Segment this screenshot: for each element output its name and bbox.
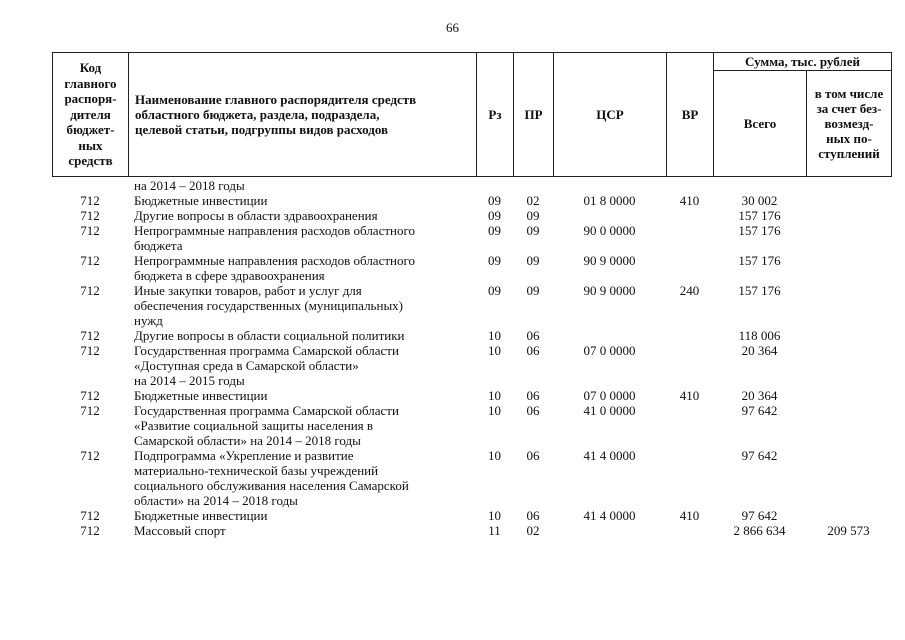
page-number: 66 xyxy=(446,20,459,35)
header-total: Всего xyxy=(714,71,807,177)
row-total: 118 006 xyxy=(738,328,781,343)
row-rz: 09 xyxy=(488,283,501,298)
header-code-line: Код xyxy=(79,59,102,75)
row-total: 2 866 634 xyxy=(733,523,786,538)
row-name xyxy=(128,328,476,343)
row-pr: 06 xyxy=(526,343,540,358)
row-name xyxy=(128,283,476,328)
row-rz: 09 xyxy=(488,193,501,208)
header-vr: ВР xyxy=(667,53,714,177)
row-free: 209 573 xyxy=(827,523,870,538)
row-total: 20 364 xyxy=(741,388,778,403)
row-code: 712 xyxy=(80,328,100,343)
row-name xyxy=(128,208,476,223)
row-name-line: Бюджетные инвестиции xyxy=(134,388,268,403)
row-code: 712 xyxy=(80,193,100,208)
table-header xyxy=(52,52,892,177)
row-name-line: Государственная программа Самарской области xyxy=(134,343,399,358)
row-csr: 90 9 0000 xyxy=(583,253,636,268)
row-rz: 09 xyxy=(488,208,501,223)
header-code-line: распоря- xyxy=(64,91,117,107)
row-name-line: материально-технической базы учреждений xyxy=(134,463,379,478)
row-name-line: Непрограммные направления расходов областного xyxy=(134,253,415,268)
row-code: 712 xyxy=(80,388,100,403)
row-csr: 41 4 0000 xyxy=(583,508,636,523)
row-name-line: «Развитие социальной защиты населения в xyxy=(134,418,374,433)
row-pr: 09 xyxy=(526,253,540,268)
header-code-line: дителя xyxy=(70,106,111,122)
row-code: 712 xyxy=(80,253,100,268)
row-name-line: бюджета xyxy=(134,238,183,253)
row-name-line: Иные закупки товаров, работ и услуг для xyxy=(134,283,362,298)
header-free-line: за счет без- xyxy=(816,101,882,116)
row-pr: 09 xyxy=(526,223,540,238)
row-name xyxy=(128,508,476,523)
row-total: 157 176 xyxy=(738,283,781,298)
row-csr: 07 0 0000 xyxy=(583,388,636,403)
header-name-line: целевой статьи, подгруппы видов расходов xyxy=(135,122,389,137)
row-vr: 410 xyxy=(679,388,700,403)
header-code xyxy=(53,53,129,177)
row-name xyxy=(128,523,476,538)
header-free-line: ных по- xyxy=(826,131,872,146)
row-total: 97 642 xyxy=(741,448,778,463)
row-name xyxy=(128,388,476,403)
table-row xyxy=(52,403,891,448)
row-name xyxy=(128,403,476,448)
row-rz: 10 xyxy=(488,448,501,463)
row-name-line: Другие вопросы в области социальной политики xyxy=(134,328,405,343)
row-name xyxy=(128,253,476,283)
row-vr: 240 xyxy=(679,283,700,298)
header-free-line: в том числе xyxy=(814,86,884,101)
row-rz: 10 xyxy=(488,328,501,343)
row-name-line: обеспечения государственных (муниципальных) xyxy=(134,298,404,313)
row-pr: 02 xyxy=(526,193,540,208)
header-code-line: главного xyxy=(64,75,117,91)
table-row xyxy=(52,283,891,328)
row-pr: 06 xyxy=(526,508,540,523)
header-free xyxy=(807,71,892,177)
row-name-line: нужд xyxy=(134,313,163,328)
row-name-line: области» на 2014 – 2018 годы xyxy=(134,493,298,508)
row-pr: 06 xyxy=(526,328,540,343)
row-rz: 09 xyxy=(488,253,501,268)
row-name-line: на 2014 – 2018 годы xyxy=(134,178,245,193)
table-row xyxy=(52,508,891,523)
row-name-line: бюджета в сфере здравоохранения xyxy=(134,268,325,283)
row-name xyxy=(128,343,476,388)
row-code: 712 xyxy=(80,223,100,238)
row-csr: 01 8 0000 xyxy=(583,193,636,208)
table-row xyxy=(52,208,891,223)
table-row xyxy=(52,523,891,538)
row-code: 712 xyxy=(80,508,100,523)
header-name-line: Наименование главного распорядителя средств xyxy=(135,92,417,107)
row-csr: 41 4 0000 xyxy=(583,448,636,463)
table-row xyxy=(52,328,891,343)
row-csr: 41 0 0000 xyxy=(583,403,636,418)
row-name-line: Самарской области» на 2014 – 2018 годы xyxy=(134,433,361,448)
header-pr: ПР xyxy=(514,53,554,177)
row-total: 157 176 xyxy=(738,223,781,238)
table-row xyxy=(52,253,891,283)
row-name-line: Подпрограмма «Укрепление и развитие xyxy=(134,448,354,463)
table-row xyxy=(52,193,891,208)
row-code: 712 xyxy=(80,283,100,298)
row-total: 20 364 xyxy=(741,343,778,358)
row-total: 97 642 xyxy=(741,508,778,523)
row-pr: 09 xyxy=(526,283,540,298)
row-code: 712 xyxy=(80,448,100,463)
row-rz: 10 xyxy=(488,388,501,403)
row-name xyxy=(128,178,476,193)
row-name xyxy=(128,448,476,508)
row-code: 712 xyxy=(80,403,100,418)
row-vr: 410 xyxy=(679,508,700,523)
table-row xyxy=(52,343,891,388)
row-rz: 09 xyxy=(488,223,501,238)
header-sum-group: Сумма, тыс. рублей xyxy=(714,53,892,71)
table-row xyxy=(52,388,891,403)
row-name-line: Государственная программа Самарской области xyxy=(134,403,399,418)
row-name-line: на 2014 – 2015 годы xyxy=(134,373,245,388)
table-body xyxy=(52,178,891,538)
row-csr: 90 0 0000 xyxy=(583,223,636,238)
header-csr: ЦСР xyxy=(554,53,667,177)
row-csr: 90 9 0000 xyxy=(583,283,636,298)
row-code: 712 xyxy=(80,523,100,538)
row-total: 157 176 xyxy=(738,208,781,223)
row-code: 712 xyxy=(80,208,100,223)
row-name-line: «Доступная среда в Самарской области» xyxy=(134,358,359,373)
table-row xyxy=(52,178,891,193)
table-row xyxy=(52,448,891,508)
row-pr: 06 xyxy=(526,388,540,403)
header-rz: Рз xyxy=(477,53,514,177)
header-free-line: возмезд- xyxy=(824,116,874,131)
row-name xyxy=(128,193,476,208)
row-code: 712 xyxy=(80,343,100,358)
row-total: 30 002 xyxy=(741,193,778,208)
row-rz: 10 xyxy=(488,508,501,523)
row-name xyxy=(128,223,476,253)
row-pr: 06 xyxy=(526,403,540,418)
row-csr: 07 0 0000 xyxy=(583,343,636,358)
header-code-line: средств xyxy=(68,153,113,169)
row-total: 97 642 xyxy=(741,403,778,418)
row-vr: 410 xyxy=(679,193,700,208)
row-name-line: Непрограммные направления расходов областного xyxy=(134,223,415,238)
row-pr: 09 xyxy=(526,208,540,223)
row-name-line: социального обслуживания населения Самарской xyxy=(134,478,409,493)
row-name-line: Бюджетные инвестиции xyxy=(134,193,268,208)
header-code-line: бюджет- xyxy=(66,122,115,138)
row-rz: 11 xyxy=(488,523,501,538)
header-name xyxy=(129,53,477,177)
row-pr: 02 xyxy=(526,523,540,538)
table-row xyxy=(52,223,891,253)
row-rz: 10 xyxy=(488,343,501,358)
header-free-line: ступлений xyxy=(818,146,880,161)
header-code-line: ных xyxy=(78,137,103,153)
header-name-line: областного бюджета, раздела, подраздела, xyxy=(135,107,380,122)
row-name-line: Бюджетные инвестиции xyxy=(134,508,268,523)
row-pr: 06 xyxy=(526,448,540,463)
row-name-line: Массовый спорт xyxy=(134,523,226,538)
row-total: 157 176 xyxy=(738,253,781,268)
row-rz: 10 xyxy=(488,403,501,418)
row-name-line: Другие вопросы в области здравоохранения xyxy=(134,208,378,223)
